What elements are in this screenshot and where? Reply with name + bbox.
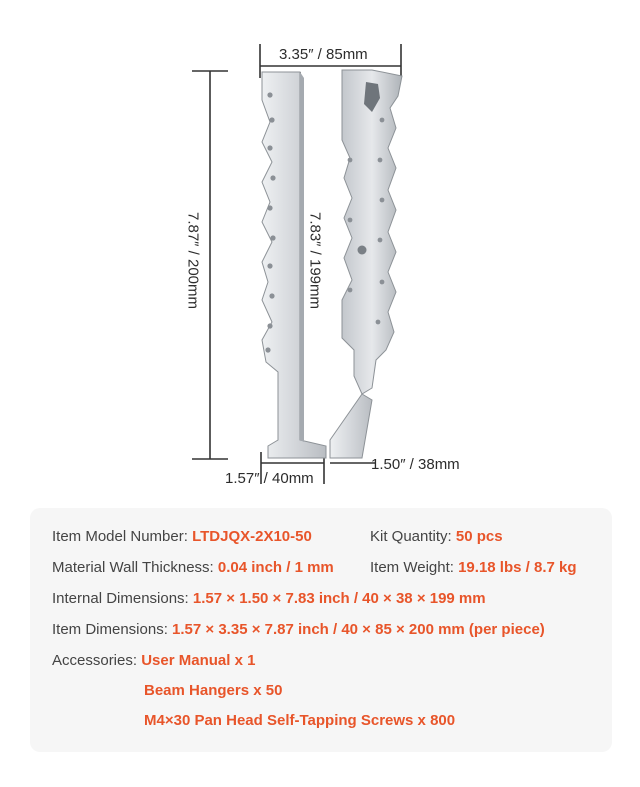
accessory-item <box>144 682 282 699</box>
bottom-width-label: 1.57″ / 40mm <box>225 470 314 487</box>
weight-value: 19.18 lbs / 8.7 kg <box>458 559 577 576</box>
spec-row-internal <box>52 590 486 607</box>
thickness-value: 0.04 inch / 1 mm <box>217 559 334 576</box>
spec-row-thickness <box>52 559 334 576</box>
accessories-label: Accessories: <box>52 652 138 669</box>
spec-row-model <box>52 528 312 545</box>
thickness-label: Material Wall Thickness: <box>52 559 214 576</box>
spec-row-item-dimensions <box>52 621 545 638</box>
item-dimensions-value: 1.57 × 3.35 × 7.87 inch / 40 × 85 × 200 mm (per piece) <box>172 621 545 638</box>
weight-label: Item Weight: <box>370 559 454 576</box>
kit-value: 50 pcs <box>455 528 503 545</box>
internal-height-label: 7.83″ / 199mm <box>306 211 324 310</box>
spec-row-accessories <box>52 652 255 669</box>
top-width-label: 3.35″ / 85mm <box>279 46 368 63</box>
accessory-item: User Manual x 1 <box>141 652 256 669</box>
accessory-item-text: Beam Hangers x 50 <box>144 682 283 699</box>
total-height-label: 7.87″ / 200mm <box>184 211 202 310</box>
spec-row-weight <box>370 559 577 576</box>
spec-row-kit <box>370 528 503 545</box>
internal-value: 1.57 × 1.50 × 7.83 inch / 40 × 38 × 199 mm <box>192 590 486 607</box>
specifications-card <box>30 508 612 752</box>
kit-label: Kit Quantity: <box>370 528 452 545</box>
model-label: Item Model Number: <box>52 528 188 545</box>
right-hanger-part <box>330 70 402 458</box>
depth-label: 1.50″ / 38mm <box>371 456 460 473</box>
model-value: LTDJQX-2X10-50 <box>192 528 312 545</box>
accessory-item <box>144 712 455 729</box>
internal-label: Internal Dimensions: <box>52 590 189 607</box>
item-dimensions-label: Item Dimensions: <box>52 621 168 638</box>
accessory-item-text: M4×30 Pan Head Self-Tapping Screws x 800 <box>144 712 456 729</box>
